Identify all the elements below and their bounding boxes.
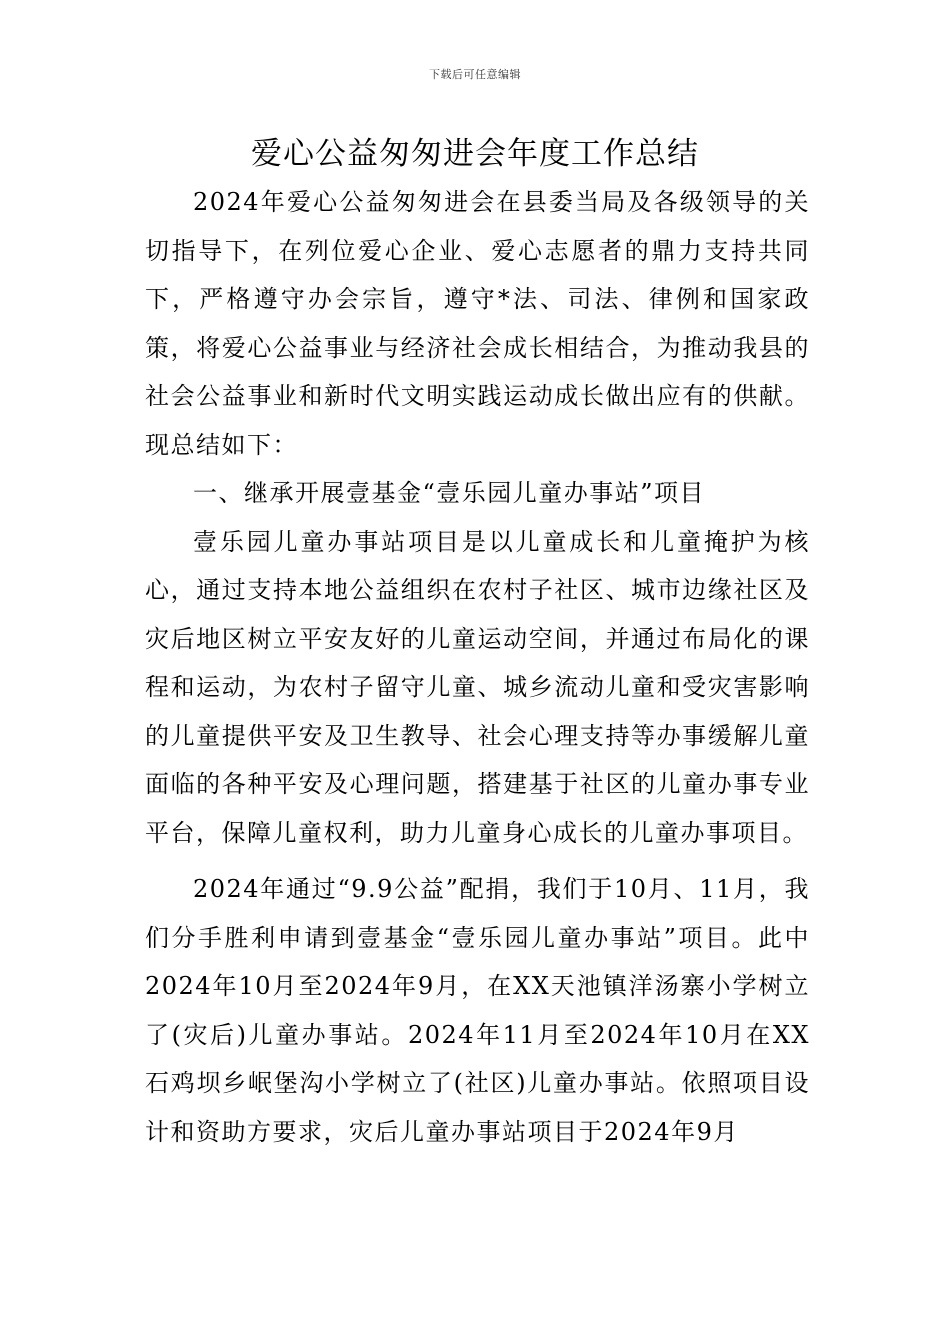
section-heading-1: 一、继承开展壹基金“壹乐园儿童办事站”项目	[193, 479, 706, 507]
header-note: 下载后可任意编辑	[429, 68, 521, 81]
paragraph-intro: 2024年爱心公益匆匆进会在县委当局及各级领导的关切指导下，在列位爱心企业、爱心志愿者的鼎力支持共同下，严格遵守办会宗旨，遵守*法、司法、律例和国家政策，将爱心公益事业与经济社会成长相结合，为推动我县的社会公益事业和新时代文明实践运动成长做出应有的供献。现总结如下：	[145, 188, 810, 459]
document-title: 爱心公益匆匆进会年度工作总结	[251, 136, 699, 172]
paragraph-project-progress: 2024年通过“9.9公益”配捐，我们于10月、11月，我们分手胜利申请到壹基金“壹乐园儿童办事站”项目。此中2024年10月至2024年9月，在XX天池镇洋汤寨小学树立了(灾后)儿童办事站。2024年11月至2024年10月在XX石鸡坝乡岷堡沟小学树立了(社区)儿童办事站。依照项目设计和资助方要求，灾后儿童办事站项目于2024年9月	[145, 875, 810, 1146]
document-body	[145, 178, 810, 1156]
paragraph-project-description: 壹乐园儿童办事站项目是以儿童成长和儿童掩护为核心，通过支持本地公益组织在农村子社区、城市边缘社区及灾后地区树立平安友好的儿童运动空间，并通过布局化的课程和运动，为农村子留守儿童、城乡流动儿童和受灾害影响的儿童提供平安及卫生教导、社会心理支持等办事缓解儿童面临的各种平安及心理问题，搭建基于社区的儿童办事专业平台，保障儿童权利，助力儿童身心成长的儿童办事项目。	[145, 527, 810, 847]
